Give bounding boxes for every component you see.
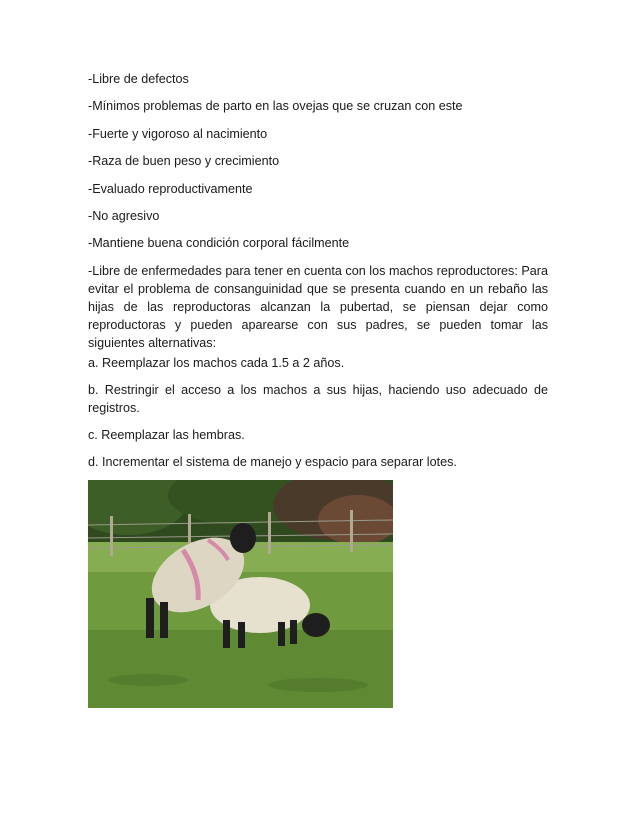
trait-line: -Mínimos problemas de parto en las ovejas que se cruzan con este xyxy=(88,99,463,113)
sheep-mating-photo-icon xyxy=(88,480,393,708)
sheep-photo xyxy=(88,480,393,708)
trait-line: -Mantiene buena condición corporal fácilmente xyxy=(88,236,350,250)
trait-line: -Fuerte y vigoroso al nacimiento xyxy=(88,127,268,141)
trait-line: -Raza de buen peso y crecimiento xyxy=(88,154,280,168)
trait-line: -No agresivo xyxy=(88,209,160,223)
alternative-item: c. Reemplazar las hembras. xyxy=(88,428,245,442)
alternative-item: d. Incrementar el sistema de manejo y espacio para separar lotes. xyxy=(88,455,457,469)
alternative-item: b. Restringir el acceso a los machos a sus hijas, haciendo uso adecuado de registros. xyxy=(88,383,548,415)
alternative-item: a. Reemplazar los machos cada 1.5 a 2 años. xyxy=(88,356,345,370)
disease-paragraph: -Libre de enfermedades para tener en cuenta con los machos reproductores: Para evitar el problema de consanguinidad que se presenta cuando en un rebaño las hijas de las reproductoras alcanzan la pubertad, se piensan dejar como reproductoras y pueden aparearse con sus padres, se pueden tomar las siguientes alternativas: xyxy=(88,264,548,350)
trait-line: -Evaluado reproductivamente xyxy=(88,182,253,196)
trait-line: -Libre de defectos xyxy=(88,72,189,86)
